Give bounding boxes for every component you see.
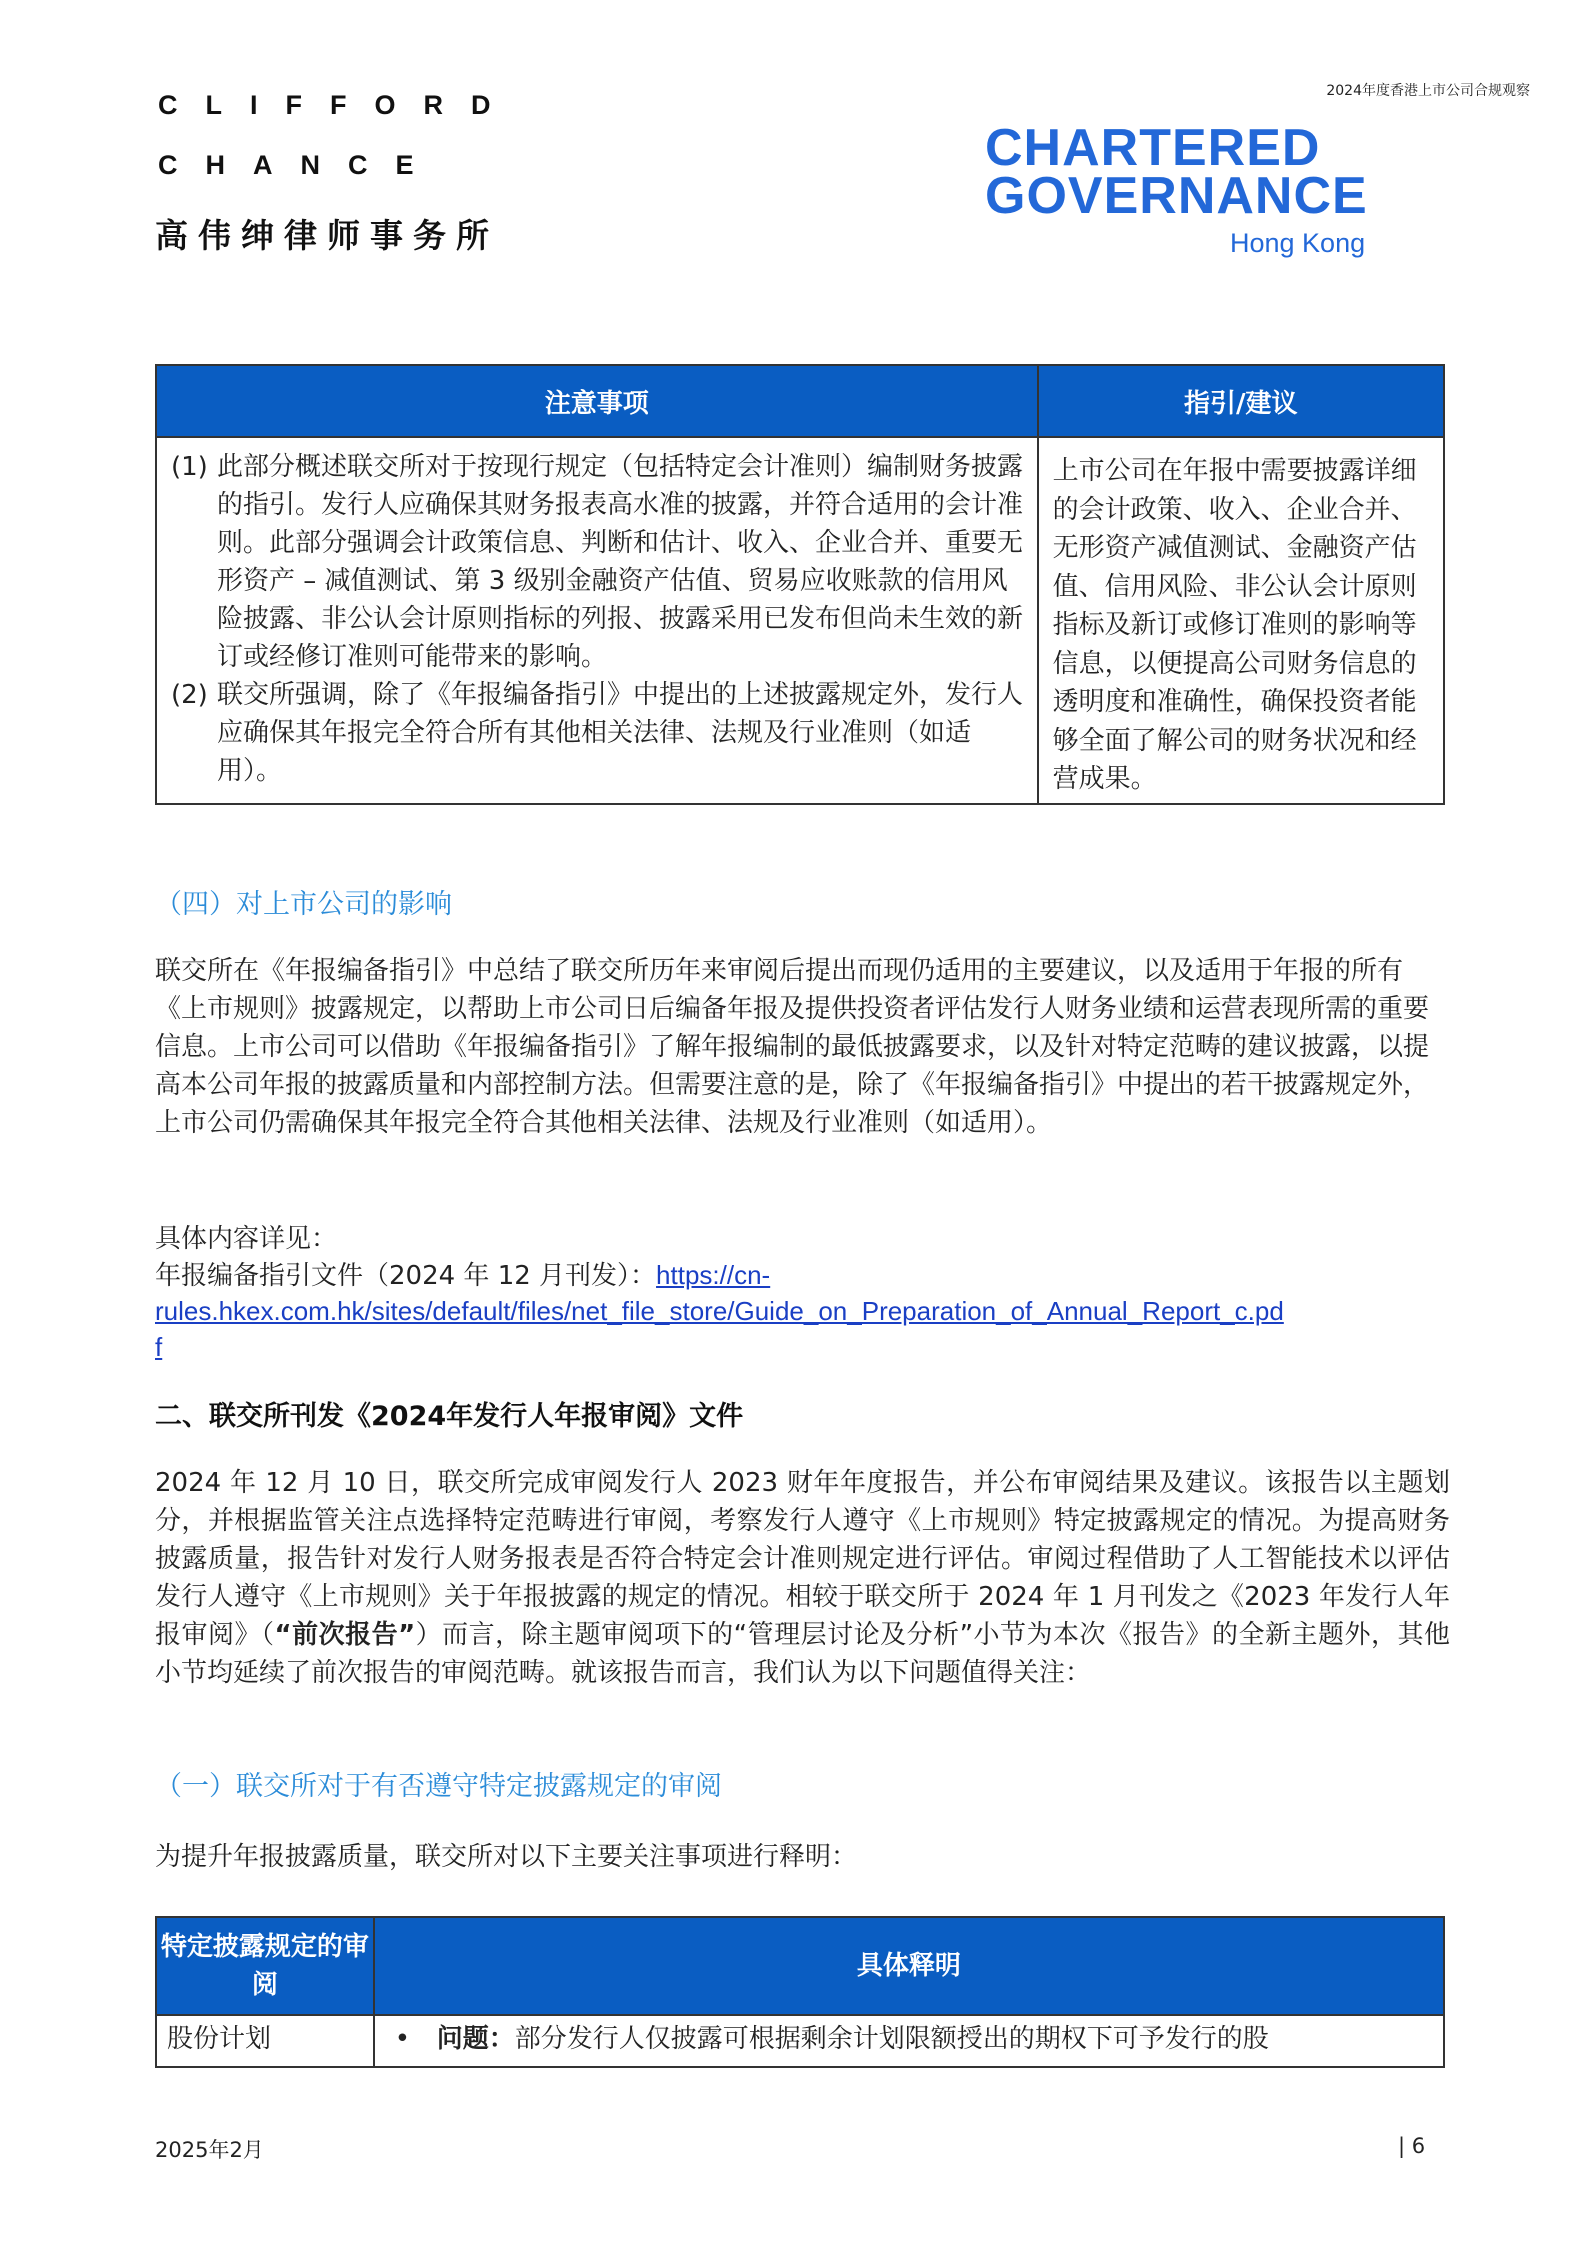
review-paragraph-part1: 2024 年 12 月 10 日，联交所完成审阅发行人 2023 财年年度报告，并公布审阅结果及建议。该报告以主题划分，并根据监管关注点选择特定范畴进行审阅，考察发行人遵守《上市规则》特定披露规定的情况。为提高财务披露质量，报告针对发行人财务报表是否符合特定会计准则规定进行评估。审阅过程借助了人工智能技术以评估发行人遵守《上市规则》关于年报披露的规定的情况。相较于联交所于 2024 年 1 月刊发之《2023 年发行人年报审阅》（ — [155, 1468, 1450, 1650]
previous-report-term: “前次报告” — [274, 1620, 416, 1650]
impact-paragraph: 联交所在《年报编备指引》中总结了联交所历年来审阅后提出而现仍适用的主要建议，以及适用于年报的所有《上市规则》披露规定，以帮助上市公司日后编备年报及提供投资者评估发行人财务业绩和运营表现所需的重要信息。上市公司可以借助《年报编备指引》了解年报编制的最低披露要求，以及针对特定范畴的建议披露，以提高本公司年报的披露质量和内部控制方法。但需要注意的是，除了《年报编备指引》中提出的若干披露规定外，上市公司仍需确保其年报完全符合其他相关法律、法规及行业准则（如适用）。 — [155, 956, 1430, 1138]
list-item-number: (2) — [171, 680, 208, 710]
sub-heading-compliance-review: （一）联交所对于有否遵守特定披露规定的审阅 — [155, 1771, 722, 1802]
section-heading-review: 二、联交所刊发《2024年发行人年报审阅》文件 — [155, 1401, 744, 1432]
table2-header-explanation: 具体释明 — [374, 1917, 1444, 2015]
footer-date: 2025年2月 — [155, 2138, 264, 2162]
bullet-icon: • — [394, 2024, 411, 2054]
guide-doc-link-line3 — [155, 1328, 1450, 1367]
chartered-governance-logo-line3: Hong Kong — [1230, 228, 1366, 258]
issue-text: 部分发行人仅披露可根据剩余计划限额授出的期权下可予发行的股 — [514, 2024, 1269, 2054]
chartered-governance-logo-line1: CHARTERED — [985, 119, 1321, 177]
list-item-number: (1) — [171, 452, 208, 482]
page-number: | 6 — [1398, 2134, 1426, 2158]
report-header-label: 2024年度香港上市公司合规观察 — [1326, 83, 1530, 99]
issue-label: 问题： — [436, 2024, 515, 2054]
firm-name-cn: 高伟绅律师事务所 — [155, 216, 499, 255]
table1-header-guidance: 指引/建议 — [1038, 365, 1444, 437]
table1-guidance-cell: 上市公司在年报中需要披露详细的会计政策、收入、企业合并、无形资产减值测试、金融资产估值、信用风险、非公认会计原则指标及新订或修订准则的影响等信息，以便提高公司财务信息的透明度和准确性，确保投资者能够全面了解公司的财务状况和经营成果。 — [1038, 437, 1444, 804]
guide-doc-link-cont[interactable]: rules.hkex.com.hk/sites/default/files/net_file_store/Guide_on_Preparation_of_Annual_Report_c.pd — [155, 1296, 1284, 1326]
clifford-chance-logo-line2: CHANCE — [158, 150, 442, 180]
guide-doc-line — [155, 1256, 1450, 1295]
list-item — [171, 448, 1025, 676]
list-item — [171, 676, 1025, 790]
review-paragraph-part2: ）而言，除主题审阅项下的“管理层讨论及分析”小节为本次《报告》的全新主题外，其他小节均延续了前次报告的审阅范畴。就该报告而言，我们认为以下问题值得关注： — [155, 1620, 1450, 1688]
list-item-text: 此部分概述联交所对于按现行规定（包括特定会计准则）编制财务披露的指引。发行人应确保其财务报表高水准的披露，并符合适用的会计准则。此部分强调会计政策信息、判断和估计、收入、企业合并、重要无形资产 – 减值测试、第 3 级别金融资产估值、贸易应收账款的信用风险披露、非公认会计原则指标的列报、披露采用已发布但尚未生效的新订或经修订准则可能带来的影响。 — [217, 452, 1024, 672]
table2-header-topic: 特定披露规定的审阅 — [156, 1917, 374, 2015]
chartered-governance-logo-line2: GOVERNANCE — [985, 167, 1368, 225]
guide-doc-link[interactable]: https://cn- — [656, 1260, 771, 1290]
guide-doc-label: 年报编备指引文件（2024 年 12 月刊发）： — [155, 1261, 657, 1291]
section-heading-impact: （四）对上市公司的影响 — [155, 889, 452, 920]
review-intro: 为提升年报披露质量，联交所对以下主要关注事项进行释明： — [155, 1842, 858, 1872]
notes-guidance-table — [155, 364, 1445, 805]
table1-header-notes: 注意事项 — [156, 365, 1038, 437]
guide-doc-link-line2 — [155, 1292, 1450, 1331]
review-paragraph — [155, 1464, 1450, 1692]
table2-topic-cell: 股份计划 — [156, 2015, 374, 2067]
disclosure-review-table — [155, 1916, 1445, 2068]
clifford-chance-logo-line1: CLIFFORD — [158, 90, 519, 120]
details-label: 具体内容详见： — [155, 1224, 338, 1254]
guide-doc-link-end[interactable]: f — [155, 1332, 163, 1362]
list-item-text: 联交所强调，除了《年报编备指引》中提出的上述披露规定外，发行人应确保其年报完全符合所有其他相关法律、法规及行业准则（如适用）。 — [217, 680, 1024, 786]
table2-explanation-cell — [374, 2015, 1444, 2067]
table1-notes-cell — [156, 437, 1038, 804]
